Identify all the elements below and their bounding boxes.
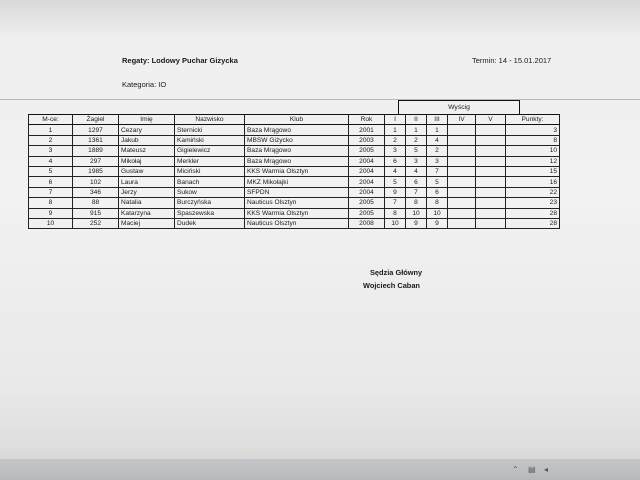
cell-first-name[interactable]: Mikołaj bbox=[119, 156, 175, 166]
cell-sail[interactable]: 297 bbox=[73, 156, 119, 166]
judge-role: Sędzia Główny bbox=[370, 268, 423, 277]
cell-points[interactable]: 28 bbox=[506, 208, 560, 218]
col-header-race-2[interactable]: II bbox=[406, 115, 427, 125]
col-header-race-1[interactable]: I bbox=[385, 115, 406, 125]
cell-race-1[interactable]: 9 bbox=[385, 187, 406, 197]
cell-points[interactable]: 22 bbox=[506, 187, 560, 197]
cell-club[interactable]: Baza Mrągowo bbox=[245, 146, 349, 156]
cell-place[interactable]: 10 bbox=[29, 218, 73, 228]
cell-first-name[interactable]: Laura bbox=[119, 177, 175, 187]
cell-place[interactable]: 1 bbox=[29, 125, 73, 135]
cell-race-4[interactable] bbox=[448, 177, 476, 187]
cell-race-2[interactable]: 9 bbox=[406, 218, 427, 228]
cell-race-5[interactable] bbox=[476, 187, 506, 197]
cell-first-name[interactable]: Maciej bbox=[119, 218, 175, 228]
cell-race-1[interactable]: 3 bbox=[385, 146, 406, 156]
cell-points[interactable]: 3 bbox=[506, 125, 560, 135]
cell-sail[interactable]: 88 bbox=[73, 198, 119, 208]
cell-race-3[interactable]: 9 bbox=[427, 218, 448, 228]
cell-sail[interactable]: 102 bbox=[73, 177, 119, 187]
cell-race-1[interactable]: 8 bbox=[385, 208, 406, 218]
cell-first-name[interactable]: Cezary bbox=[119, 125, 175, 135]
cell-race-4[interactable] bbox=[448, 146, 476, 156]
cell-last-name[interactable]: Sternicki bbox=[175, 125, 245, 135]
volume-icon[interactable]: ◂ bbox=[544, 465, 549, 474]
cell-race-2[interactable]: 7 bbox=[406, 187, 427, 197]
judge-name: Wojciech Caban bbox=[363, 281, 420, 290]
cell-last-name[interactable]: Gigielewicz bbox=[175, 146, 245, 156]
cell-last-name[interactable]: Miciński bbox=[175, 166, 245, 176]
cell-club[interactable]: Baza Mrągowo bbox=[245, 125, 349, 135]
cell-last-name[interactable]: Banach bbox=[175, 177, 245, 187]
table-row bbox=[29, 198, 560, 208]
cell-first-name[interactable]: Jakub bbox=[119, 135, 175, 145]
cell-sail[interactable]: 915 bbox=[73, 208, 119, 218]
col-header-last-name[interactable]: Nazwisko bbox=[175, 115, 245, 125]
cell-last-name[interactable]: Dudek bbox=[175, 218, 245, 228]
cell-points[interactable]: 12 bbox=[506, 156, 560, 166]
cell-club[interactable]: MBSW Giżycko bbox=[245, 135, 349, 145]
cell-race-4[interactable] bbox=[448, 198, 476, 208]
regatta-category: Kategoria: IO bbox=[122, 80, 167, 89]
cell-race-4[interactable] bbox=[448, 166, 476, 176]
cell-last-name[interactable]: Merkler bbox=[175, 156, 245, 166]
cell-race-4[interactable] bbox=[448, 125, 476, 135]
cell-race-4[interactable] bbox=[448, 187, 476, 197]
cell-race-3[interactable]: 5 bbox=[427, 177, 448, 187]
cell-year[interactable]: 2004 bbox=[349, 177, 385, 187]
table-row bbox=[29, 135, 560, 145]
cell-race-3[interactable]: 3 bbox=[427, 156, 448, 166]
cell-race-4[interactable] bbox=[448, 156, 476, 166]
cell-race-3[interactable]: 8 bbox=[427, 198, 448, 208]
cell-sail[interactable]: 346 bbox=[73, 187, 119, 197]
cell-points[interactable]: 28 bbox=[506, 218, 560, 228]
cell-club[interactable]: MKZ Mikołajki bbox=[245, 177, 349, 187]
cell-race-4[interactable] bbox=[448, 218, 476, 228]
table-row bbox=[29, 177, 560, 187]
cell-first-name[interactable]: Katarzyna bbox=[119, 208, 175, 218]
cell-place[interactable]: 7 bbox=[29, 187, 73, 197]
cell-last-name[interactable]: Spaszewska bbox=[175, 208, 245, 218]
cell-race-5[interactable] bbox=[476, 208, 506, 218]
cell-race-1[interactable]: 1 bbox=[385, 125, 406, 135]
regatta-title: Regaty: Lodowy Puchar Gizycka bbox=[122, 56, 238, 65]
cell-race-2[interactable]: 1 bbox=[406, 125, 427, 135]
cell-race-1[interactable]: 7 bbox=[385, 198, 406, 208]
cell-year[interactable]: 2001 bbox=[349, 125, 385, 135]
cell-club[interactable]: SFPDN bbox=[245, 187, 349, 197]
cell-first-name[interactable]: Jerzy bbox=[119, 187, 175, 197]
cell-place[interactable]: 4 bbox=[29, 156, 73, 166]
regatta-term: Termin: 14 - 15.01.2017 bbox=[472, 56, 552, 65]
cell-place[interactable]: 2 bbox=[29, 135, 73, 145]
cell-place[interactable]: 5 bbox=[29, 166, 73, 176]
cell-points[interactable]: 15 bbox=[506, 166, 560, 176]
cell-points[interactable]: 10 bbox=[506, 146, 560, 156]
cell-race-2[interactable]: 6 bbox=[406, 177, 427, 187]
cell-race-3[interactable]: 6 bbox=[427, 187, 448, 197]
cell-last-name[interactable]: Kamiński bbox=[175, 135, 245, 145]
cell-race-4[interactable] bbox=[448, 135, 476, 145]
col-header-club[interactable]: Klub bbox=[245, 115, 349, 125]
cell-race-5[interactable] bbox=[476, 146, 506, 156]
table-row bbox=[29, 125, 560, 135]
cell-race-3[interactable]: 4 bbox=[427, 135, 448, 145]
table-row bbox=[29, 208, 560, 218]
cell-place[interactable]: 8 bbox=[29, 198, 73, 208]
race-group-header: Wyścig bbox=[398, 100, 520, 114]
cell-race-1[interactable]: 10 bbox=[385, 218, 406, 228]
cell-year[interactable]: 2008 bbox=[349, 218, 385, 228]
cell-year[interactable]: 2004 bbox=[349, 166, 385, 176]
col-header-points[interactable]: Punkty: bbox=[506, 115, 560, 125]
cell-race-1[interactable]: 5 bbox=[385, 177, 406, 187]
results-body bbox=[29, 125, 560, 229]
cell-race-5[interactable] bbox=[476, 218, 506, 228]
cell-race-5[interactable] bbox=[476, 125, 506, 135]
cell-race-1[interactable]: 2 bbox=[385, 135, 406, 145]
cell-race-2[interactable]: 2 bbox=[406, 135, 427, 145]
cell-points[interactable]: 8 bbox=[506, 135, 560, 145]
cell-club[interactable]: KKS Warmia Olsztyn bbox=[245, 208, 349, 218]
taskbar bbox=[0, 459, 640, 480]
cell-points[interactable]: 23 bbox=[506, 198, 560, 208]
cell-year[interactable]: 2005 bbox=[349, 146, 385, 156]
cell-race-1[interactable]: 6 bbox=[385, 156, 406, 166]
cell-sail[interactable]: 1361 bbox=[73, 135, 119, 145]
col-header-race-4[interactable]: IV bbox=[448, 115, 476, 125]
col-header-sail[interactable]: Żagiel bbox=[73, 115, 119, 125]
cell-first-name[interactable]: Mateusz bbox=[119, 146, 175, 156]
cell-race-2[interactable]: 8 bbox=[406, 198, 427, 208]
cell-place[interactable]: 6 bbox=[29, 177, 73, 187]
cell-race-5[interactable] bbox=[476, 156, 506, 166]
cell-year[interactable]: 2003 bbox=[349, 135, 385, 145]
table-row bbox=[29, 218, 560, 228]
cell-race-5[interactable] bbox=[476, 135, 506, 145]
cell-race-4[interactable] bbox=[448, 208, 476, 218]
cell-race-3[interactable]: 10 bbox=[427, 208, 448, 218]
col-header-race-3[interactable]: III bbox=[427, 115, 448, 125]
cell-race-3[interactable]: 2 bbox=[427, 146, 448, 156]
cell-year[interactable]: 2005 bbox=[349, 208, 385, 218]
cell-race-1[interactable]: 4 bbox=[385, 166, 406, 176]
col-header-first-name[interactable]: Imię bbox=[119, 115, 175, 125]
results-table bbox=[28, 114, 560, 229]
cell-race-3[interactable]: 1 bbox=[427, 125, 448, 135]
cell-year[interactable]: 2004 bbox=[349, 156, 385, 166]
cell-race-2[interactable]: 3 bbox=[406, 156, 427, 166]
table-row bbox=[29, 146, 560, 156]
cell-club[interactable]: Baza Mrągowo bbox=[245, 156, 349, 166]
cell-race-3[interactable]: 7 bbox=[427, 166, 448, 176]
cell-last-name[interactable]: Burczyńska bbox=[175, 198, 245, 208]
table-row bbox=[29, 166, 560, 176]
cell-sail[interactable]: 1297 bbox=[73, 125, 119, 135]
cell-last-name[interactable]: Sukow bbox=[175, 187, 245, 197]
cell-points[interactable]: 16 bbox=[506, 177, 560, 187]
cell-race-5[interactable] bbox=[476, 177, 506, 187]
network-icon[interactable]: ▤ bbox=[528, 465, 536, 474]
cell-race-5[interactable] bbox=[476, 166, 506, 176]
cell-race-5[interactable] bbox=[476, 198, 506, 208]
col-header-place[interactable]: M-ce: bbox=[29, 115, 73, 125]
cell-year[interactable]: 2005 bbox=[349, 198, 385, 208]
cell-race-2[interactable]: 10 bbox=[406, 208, 427, 218]
cell-first-name[interactable]: Gustaw bbox=[119, 166, 175, 176]
cell-club[interactable]: KKS Warmia Olsztyn bbox=[245, 166, 349, 176]
cell-race-2[interactable]: 4 bbox=[406, 166, 427, 176]
table-row bbox=[29, 187, 560, 197]
cell-race-2[interactable]: 5 bbox=[406, 146, 427, 156]
cell-club[interactable]: Nauticus Olsztyn bbox=[245, 198, 349, 208]
col-header-race-5[interactable]: V bbox=[476, 115, 506, 125]
col-header-year[interactable]: Rok bbox=[349, 115, 385, 125]
cell-year[interactable]: 2004 bbox=[349, 187, 385, 197]
cell-sail[interactable]: 1889 bbox=[73, 146, 119, 156]
cell-club[interactable]: Nauticus Olsztyn bbox=[245, 218, 349, 228]
page-break-line bbox=[0, 99, 640, 100]
cell-place[interactable]: 3 bbox=[29, 146, 73, 156]
chevron-up-icon[interactable]: ⌃ bbox=[512, 465, 519, 474]
cell-place[interactable]: 9 bbox=[29, 208, 73, 218]
cell-first-name[interactable]: Natalia bbox=[119, 198, 175, 208]
cell-sail[interactable]: 1985 bbox=[73, 166, 119, 176]
table-row bbox=[29, 156, 560, 166]
cell-sail[interactable]: 252 bbox=[73, 218, 119, 228]
table-header-row bbox=[29, 115, 560, 125]
